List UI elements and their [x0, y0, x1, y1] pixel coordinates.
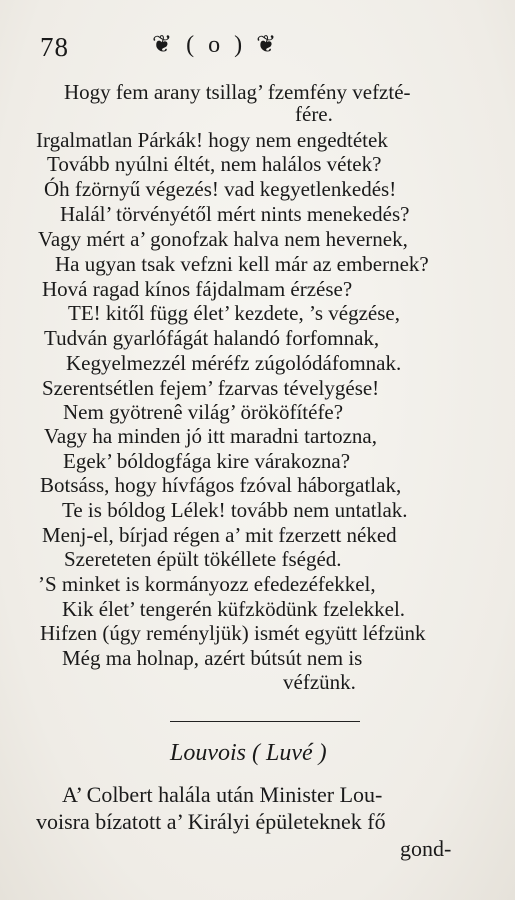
poem-line: Egek’ bóldogfága kire várakozna? — [63, 449, 351, 473]
poem-line: Hogy fem arany tsillag’ fzemfény vefzté- — [64, 80, 411, 104]
poem-line: véfzünk. — [283, 670, 356, 694]
poem-line: Botsáss, hogy hívfágos fzóval háborgatlak, — [40, 473, 402, 497]
poem-line: TE! kitől függ élet’ kezdete, ’s végzése, — [68, 301, 400, 325]
poem-line: Vagy mért a’ gonofzak halva nem hevernek, — [38, 227, 408, 251]
poem-line: Hová ragad kínos fájdalmam érzése? — [42, 277, 353, 301]
poem-line: ’S minket is kormányozz efedezéfekkel, — [38, 572, 376, 596]
poem-line: Hifzen (úgy reményljük) ismét együtt léfzünk — [40, 621, 426, 645]
poem-line: Kegyelmezzél méréfz zúgolódáfomnak. — [66, 351, 402, 375]
poem-line: Óh fzörnyű végezés! vad kegyetlenkedés! — [44, 177, 397, 201]
prose-line: voisra bízatott a’ Királyi épületeknek fő — [36, 809, 386, 834]
poem-line: fére. — [295, 102, 333, 126]
poem-line: Ha ugyan tsak vefzni kell már az embernek? — [55, 252, 429, 276]
poem-line: Menj-el, bírjad régen a’ mit fzerzett néked — [42, 523, 397, 547]
poem-line: Szerentsétlen fejem’ fzarvas tévelygése! — [42, 376, 380, 400]
poem-line: Irgalmatlan Párkák! hogy nem engedtétek — [36, 128, 388, 152]
header-ornament: ❦ ( o ) ❦ — [152, 32, 281, 58]
poem-line: Nem gyötrenê világ’ örököfítéfe? — [63, 400, 344, 424]
poem-line: Vagy ha minden jó itt maradni tartozna, — [44, 424, 377, 448]
poem-line: Kik élet’ tengerén küfzködünk fzelekkel. — [62, 597, 406, 621]
catchword: gond- — [400, 836, 452, 861]
poem-line: Tovább nyúlni éltét, nem halálos vétek? — [47, 152, 382, 176]
poem-line: Halál’ törvényétől mért nints menekedés? — [60, 202, 410, 226]
poem-line: Te is bóldog Lélek! tovább nem untatlak. — [62, 498, 408, 522]
poem-line: Még ma holnap, azért bútsút nem is — [62, 646, 363, 670]
page-header — [40, 26, 380, 66]
prose-line: A’ Colbert halála után Minister Lou- — [62, 782, 383, 807]
section-heading: Louvois ( Luvé ) — [170, 740, 327, 766]
page-number: 78 — [40, 32, 69, 62]
poem-line: Szereteten épült tökéllete fségéd. — [64, 547, 342, 571]
section-divider — [170, 721, 360, 722]
poem-line: Tudván gyarlófágát halandó forfomnak, — [44, 326, 380, 350]
